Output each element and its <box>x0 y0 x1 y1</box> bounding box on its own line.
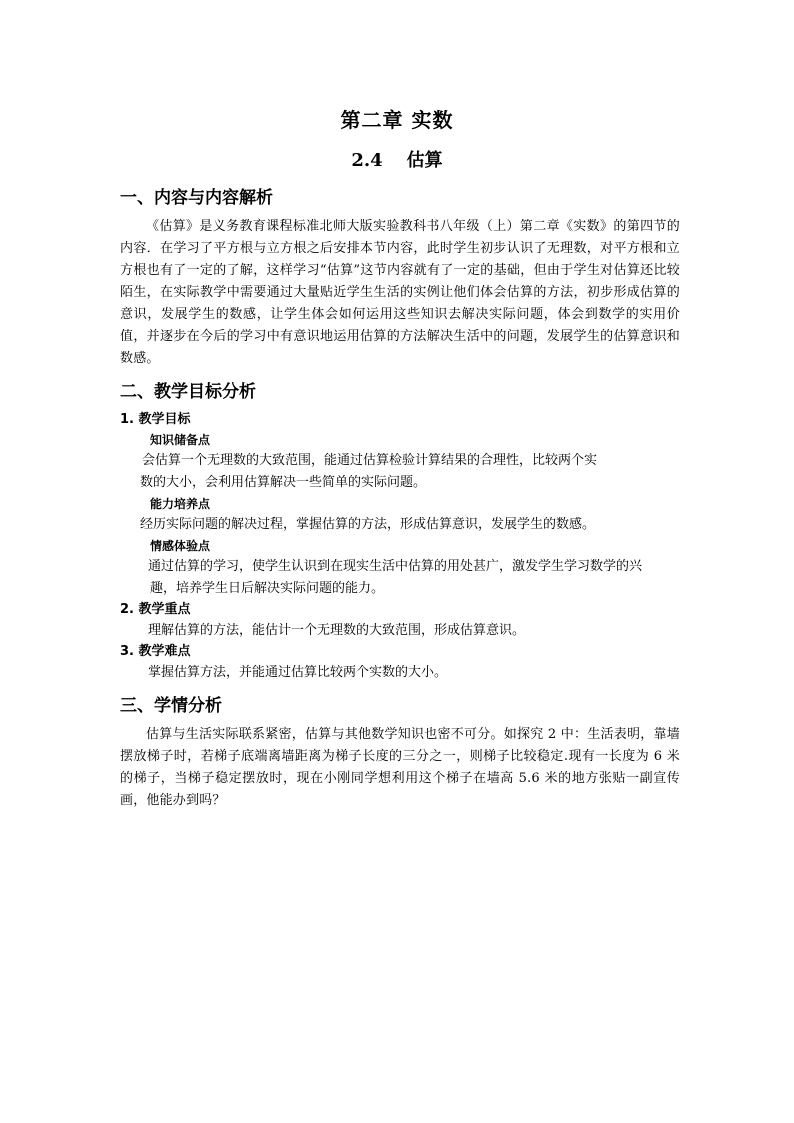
knowledge-subheading: 知识储备点 <box>150 433 211 447</box>
chapter-title: 第二章 实数 <box>340 108 454 132</box>
section-number: 2.4 <box>351 150 383 171</box>
part-content-analysis <box>120 186 680 370</box>
content-body <box>120 186 680 822</box>
part3-heading: 三、学情分析 <box>120 696 222 716</box>
difficulty-line: 掌握估算方法，并能通过估算比较两个实数的大小。 <box>148 665 448 680</box>
key-point-line: 理解估算的方法，能估计一个无理数的大致范围，形成估算意识。 <box>148 623 526 638</box>
difficulty-heading: 3. 教学难点 <box>120 644 191 659</box>
key-point-heading: 2. 教学重点 <box>120 602 191 617</box>
section-title <box>0 146 794 172</box>
part-teaching-goals <box>120 380 680 684</box>
part-student-analysis <box>120 694 680 812</box>
part1-heading: 一、内容与内容解析 <box>120 188 273 208</box>
goals-heading: 1. 教学目标 <box>120 412 191 427</box>
part1-paragraph: 《估算》是义务教育课程标准北师大版实验教科书八年级（上）第二章《实数》的第四节的内容．在学习了平方根与立方根之后安排本节内容，此时学生初步认识了无理数，对平方根和立方根也有了一定的了解，这样学习“估算”这节内容就有了一定的基础，但由于学生对估算还比较陌生，在实际教学中需要通过大量贴近学生生活的实例让他们体会估算的方法，初步形成估算的意识，发展学生的数感，让学生体会如何运用这些知识去解决实际问题，体会到数学的实用价值，并逐步在今后的学习中有意识地运用估算的方法解决生活中的问题，发展学生的估算意识和数感。 <box>120 219 680 366</box>
section-name: 估算 <box>406 150 443 171</box>
emotion-line-2: 趣，培养学生日后解决实际问题的能力。 <box>150 581 385 596</box>
ability-subheading: 能力培养点 <box>150 497 211 511</box>
ability-line: 经历实际问题的解决过程，掌握估算的方法，形成估算意识，发展学生的数感。 <box>140 517 596 532</box>
knowledge-line-1: 会估算一个无理数的大致范围，能通过估算检验计算结果的合理性，比较两个实 <box>142 453 598 468</box>
part2-heading: 二、教学目标分析 <box>120 382 256 402</box>
emotion-subheading: 情感体验点 <box>150 539 211 553</box>
part3-paragraph: 估算与生活实际联系紧密，估算与其他数学知识也密不可分。如探究 2 中：生活表明，靠墙摆放梯子时，若梯子底端离墙距离为梯子长度的三分之一，则梯子比较稳定.现有一长度为 6 米的梯子，当梯子稳定摆放时，现在小刚同学想利用这个梯子在墙高 5.6 米的地方张贴一副宣传画，他能办到吗？ <box>120 727 680 808</box>
knowledge-line-2: 数的大小，会利用估算解决一些简单的实际问题。 <box>140 475 427 490</box>
emotion-line-1: 通过估算的学习，使学生认识到在现实生活中估算的用处甚广，激发学生学习数学的兴 <box>148 559 643 574</box>
